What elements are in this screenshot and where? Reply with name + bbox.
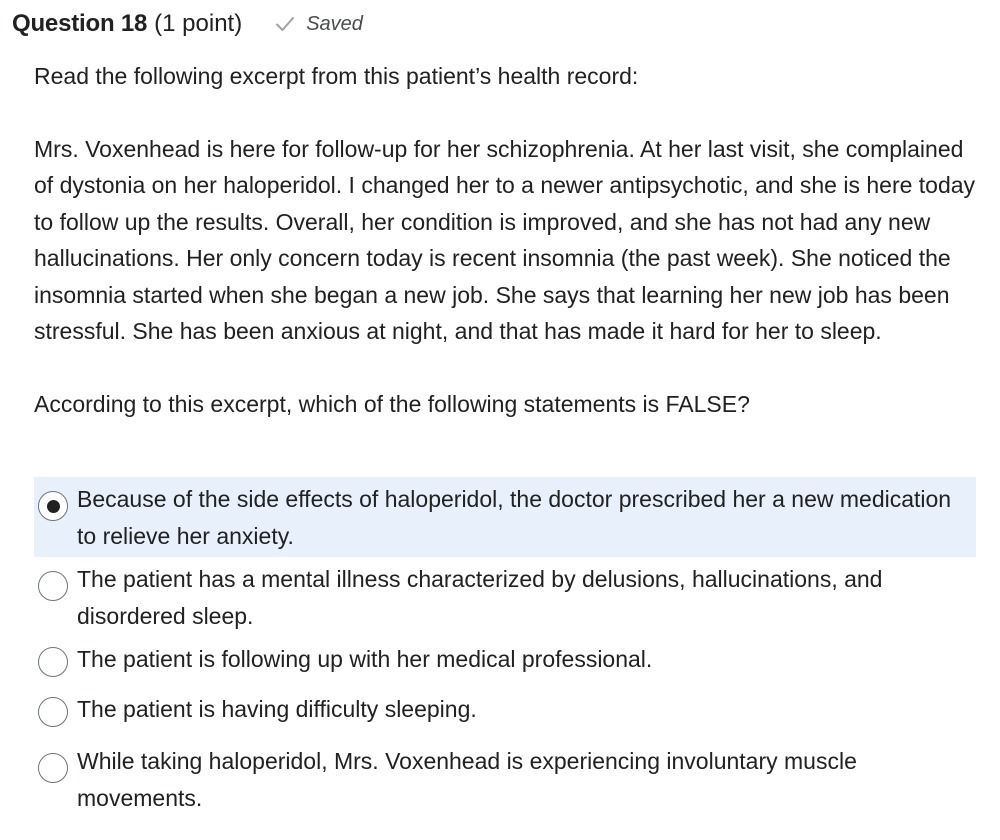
question-prompt: According to this excerpt, which of the following statements is FALSE? <box>34 390 750 417</box>
answer-option-label: Because of the side effects of haloperidol, the doctor prescribed her a new medication to relieve her anxiety. <box>77 486 952 549</box>
answer-option-2[interactable] <box>34 557 976 639</box>
answer-option-label: The patient is having difficulty sleeping. <box>77 696 477 722</box>
saved-status <box>274 13 363 36</box>
answer-option-label: While taking haloperidol, Mrs. Voxenhead is experiencing involuntary muscle movements. <box>77 748 857 811</box>
question-intro: Read the following excerpt from this patient’s health record: <box>34 63 639 89</box>
checkmark-icon <box>274 13 296 35</box>
question-header <box>12 8 363 40</box>
question-body <box>34 58 984 422</box>
saved-status-label: Saved <box>306 12 363 35</box>
health-record-excerpt: Mrs. Voxenhead is here for follow-up for her schizophrenia. At her last visit, she complained of dystonia on her haloperidol. I changed her to a newer antipsychotic, and she is here today to follow up the results. Overall, her condition is improved, and she has not had any new hallucinations. Her only concern today is recent insomnia (the past week). She noticed the insomnia started when she began a new job. She says that learning her new job has been stressful. She has been anxious at night, and that has made it hard for her to sleep. <box>34 135 976 344</box>
answer-option-1[interactable] <box>34 477 976 557</box>
radio-button[interactable] <box>38 647 68 677</box>
answer-option-label: The patient has a mental illness characterized by delusions, hallucinations, and disordered sleep. <box>77 566 883 629</box>
question-points: (1 point) <box>154 10 243 37</box>
radio-button[interactable] <box>38 571 68 601</box>
answer-option-4[interactable] <box>34 689 976 739</box>
answer-option-3[interactable] <box>34 639 976 689</box>
answer-option-label: The patient is following up with her medical professional. <box>77 646 653 672</box>
radio-button-selected[interactable] <box>38 491 68 521</box>
answer-option-5[interactable] <box>34 739 976 819</box>
radio-button[interactable] <box>38 753 68 783</box>
question-title: Question 18 <box>12 10 148 37</box>
answer-options <box>34 477 976 819</box>
radio-button[interactable] <box>38 697 68 727</box>
